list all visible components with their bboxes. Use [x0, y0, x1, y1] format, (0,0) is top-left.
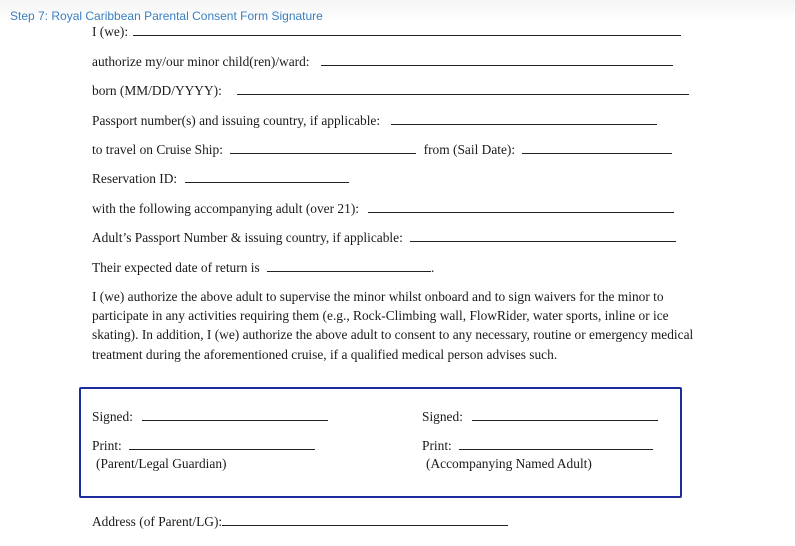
accompanying-adult-field[interactable] [368, 200, 674, 213]
adult-signature-field[interactable] [472, 408, 658, 421]
parent-signature-field[interactable] [142, 408, 328, 421]
adult-signed-row [422, 408, 658, 425]
return-date-row [92, 259, 434, 276]
adult-signed-label: Signed: [422, 409, 463, 424]
passport-label: Passport number(s) and issuing country, if applicable: [92, 113, 381, 128]
born-label: born (MM/DD/YYYY): [92, 83, 222, 98]
accompanying-adult-row [92, 200, 674, 217]
sail-date-field[interactable] [522, 141, 672, 154]
adult-print-label: Print: [422, 438, 452, 453]
address-field[interactable] [222, 513, 508, 526]
accompanying-adult-label: with the following accompanying adult (over 21): [92, 201, 360, 216]
passport-field[interactable] [391, 112, 657, 125]
return-date-field[interactable] [267, 259, 431, 272]
passport-row [92, 112, 657, 129]
parent-print-row [92, 437, 315, 454]
cruise-ship-label: to travel on Cruise Ship: [92, 142, 223, 157]
parent-print-label: Print: [92, 438, 122, 453]
adult-passport-row [92, 229, 676, 246]
adult-passport-field[interactable] [410, 229, 676, 242]
born-row [92, 82, 689, 99]
parent-signed-row [92, 408, 328, 425]
i-we-row [92, 23, 681, 40]
address-row [92, 513, 508, 530]
return-date-label: Their expected date of return is [92, 260, 260, 275]
parent-print-field[interactable] [129, 437, 315, 450]
reservation-row [92, 170, 349, 187]
step-title: Step 7: Royal Caribbean Parental Consent Form Signature [10, 9, 323, 23]
cruise-ship-field[interactable] [230, 141, 416, 154]
reservation-field[interactable] [185, 170, 349, 183]
return-date-period: . [431, 260, 435, 275]
adult-print-row [422, 437, 653, 454]
adult-role-label: (Accompanying Named Adult) [426, 456, 592, 471]
adult-print-field[interactable] [459, 437, 653, 450]
adult-passport-label: Adult’s Passport Number & issuing country, if applicable: [92, 230, 403, 245]
minor-child-field[interactable] [321, 53, 673, 66]
parent-signed-label: Signed: [92, 409, 133, 424]
parent-role-label: (Parent/Legal Guardian) [96, 456, 227, 471]
i-we-field[interactable] [133, 23, 681, 36]
address-label: Address (of Parent/LG): [92, 514, 223, 529]
born-field[interactable] [237, 82, 689, 95]
cruise-ship-row [92, 141, 672, 158]
i-we-label: I (we): [92, 24, 129, 39]
reservation-label: Reservation ID: [92, 171, 178, 186]
authorization-paragraph: I (we) authorize the above adult to supervise the minor whilst onboard and to sign waivers for the minor to participate in any activities requiring them (e.g., Rock-Climbing wall, FlowRider, water sports, inline or ice skating). In addition, I (we) authorize the above adult to consent to any necessary, routine or emergency medical treatment during the aforementioned cruise, if a qualified medical person advises such. [92, 289, 694, 362]
minor-child-label: authorize my/our minor child(ren)/ward: [92, 54, 310, 69]
sail-date-label: from (Sail Date): [423, 142, 516, 157]
minor-child-row [92, 53, 673, 70]
